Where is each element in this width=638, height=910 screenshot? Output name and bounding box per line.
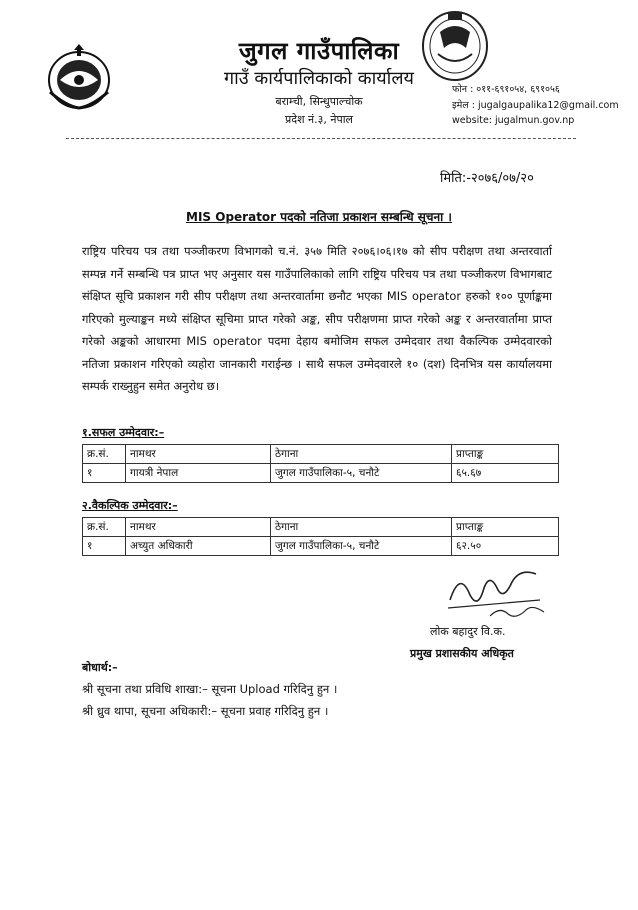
table-cell: जुगल गाउँपालिका-५, चनौटे: [271, 537, 452, 556]
office-location: बराम्ची, सिन्धुपाल्चोक: [275, 95, 363, 108]
contact-website: website: jugalmun.gov.np: [452, 115, 575, 126]
table-cell: ६५.६७: [452, 464, 559, 483]
table-header-cell: ठेगाना: [271, 445, 452, 464]
signatory-title: प्रमुख प्रशासकीय अधिकृत: [410, 647, 514, 660]
table-cell: अच्युत अधिकारी: [126, 537, 271, 556]
handwritten-signature: [440, 560, 550, 620]
letter-date: मिति:-२०७६/०७/२०: [440, 171, 534, 186]
table-header-cell: प्राप्ताङ्क: [452, 445, 559, 464]
table-header-row: [83, 518, 559, 537]
information-heading: बोधार्थ:–: [82, 661, 118, 674]
table-row: [83, 464, 559, 483]
table-cell: ६२.५०: [452, 537, 559, 556]
table-row: [83, 537, 559, 556]
table-header-cell: नामथर: [126, 518, 271, 537]
table-header-cell: नामथर: [126, 445, 271, 464]
section-successful-heading: १.सफल उम्मेदवार:–: [82, 426, 165, 439]
office-name: गाउँ कार्यपालिकाको कार्यालय: [224, 68, 414, 89]
table-header-row: [83, 445, 559, 464]
table-cell: १: [83, 464, 126, 483]
alternate-candidate-table: [82, 517, 559, 556]
table-header-cell: प्राप्ताङ्क: [452, 518, 559, 537]
notice-subject-text: MIS Operator पदको नतिजा प्रकाशन सम्बन्धि सूचना ।: [186, 210, 452, 224]
contact-phone: फोन : ०११-६९१०५४, ६९१०५६: [452, 84, 560, 95]
successful-candidate-table: [82, 444, 559, 483]
table-header-cell: क्र.सं.: [83, 518, 126, 537]
office-province: प्रदेश नं.३, नेपाल: [284, 113, 354, 126]
notice-subject: [0, 208, 638, 225]
table-cell: जुगल गाउँपालिका-५, चनौटे: [271, 464, 452, 483]
table-cell: गायत्री नेपाल: [126, 464, 271, 483]
notice-body: राष्ट्रिय परिचय पत्र तथा पञ्जीकरण विभागको च.नं. ३५७ मिति २०७६।०६।१७ को सीप परीक्षण तथा अन्तरवार्ता सम्पन्न गर्ने सम्बन्धि पत्र प्राप्त भए अनुसार यस गाउँपालिकाको लागि राष्ट्रिय परिचय पत्र तथा पञ्जीकरण विभागबाट संक्षिप्त सूचि प्रकाशन गरी सीप परीक्षण तथा अन्तरवार्तामा छनौट भएका MIS operator हरुको १०० पूर्णाङ्कमा गरिएको मुल्याङ्कन मध्ये संक्षिप्त सूचिमा प्राप्त गरेको अङ्क, सीप परीक्षणमा प्राप्त गरेको अङ्क र अन्तरवार्तामा प्राप्त गरेको अङ्कको आधारमा MIS operator पदमा देहाय बमोजिम सफल उम्मेदवार तथा वैकल्पिक उम्मेदवारको नतिजा प्रकाशन गरिएको व्यहोरा जानकारी गराईन्छ । साथै सफल उम्मेदवारले १० (दश) दिनभित्र यस कार्यालयमा सम्पर्क राख्नुहुन समेत अनुरोध छ।: [82, 244, 552, 393]
table-header-cell: क्र.सं.: [83, 445, 126, 464]
signatory-name: लोक बहादुर वि.क.: [430, 625, 506, 638]
table-header-cell: ठेगाना: [271, 518, 452, 537]
table-cell: १: [83, 537, 126, 556]
municipality-title: जुगल गाउँपालिका: [238, 37, 400, 65]
cc-item: श्री ध्रुव थापा, सूचना अधिकारी:– सूचना प्रवाह गरिदिनु हुन ।: [82, 704, 329, 718]
header-divider: [66, 138, 576, 139]
section-alternate-heading: २.वैकल्पिक उम्मेदवार:–: [82, 499, 178, 512]
contact-email: इमेल : jugalgaupalika12@gmail.com: [452, 100, 619, 111]
cc-item: श्री सूचना तथा प्रविधि शाखा:– सूचना Upload गरिदिनु हुन ।: [82, 682, 338, 696]
